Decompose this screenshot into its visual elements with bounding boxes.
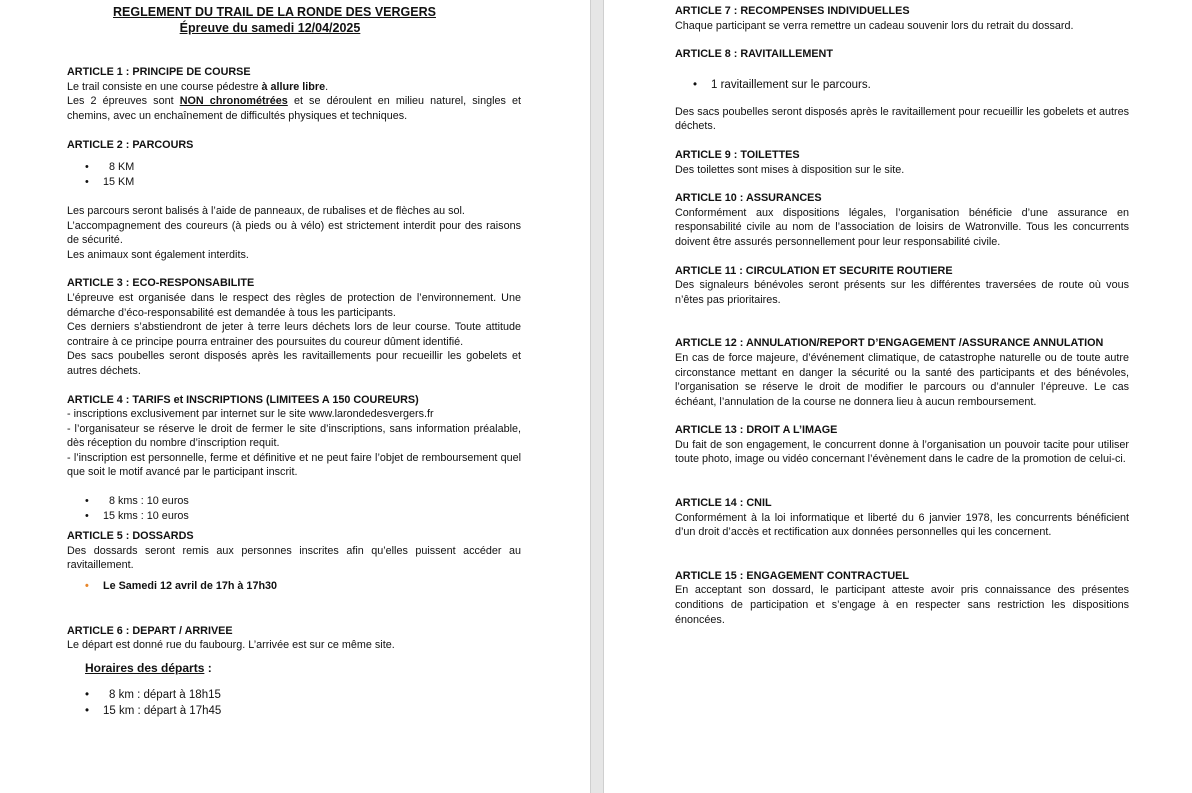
list-item-text: 15 KM [103, 175, 135, 188]
article-2-list [67, 160, 521, 190]
list-item-text: Le Samedi 12 avril de 17h à 17h30 [103, 579, 278, 592]
list-item [67, 494, 521, 509]
list-item-text: 15 kms : 10 euros [103, 510, 189, 523]
article-13-title: ARTICLE 13 : DROIT A L’IMAGE [675, 424, 838, 437]
list-item [67, 175, 521, 190]
article-12-title: ARTICLE 12 : ANNULATION/REPORT D’ENGAGEMENT /ASSURANCE ANNULATION [675, 337, 1104, 350]
article-2-line-2: L’accompagnement des coureurs (à pieds ou à vélo) est strictement interdit pour des raisons de sécurité. [67, 219, 521, 247]
article-1 [67, 65, 521, 123]
article-13-line-1: Du fait de son engagement, le concurrent donne à l’organisation un pouvoir tacite pour utiliser toute photo, image ou vidéo concernant l’évènement dans le cadre de la promotion de celui-ci. [675, 438, 1129, 466]
article-5 [67, 529, 521, 594]
text-span: Les 2 épreuves sont [67, 95, 180, 108]
article-3 [67, 276, 521, 378]
article-2-title: ARTICLE 2 : PARCOURS [67, 139, 194, 152]
article-9 [675, 148, 1129, 177]
document-page-right [604, 0, 1192, 793]
document-page-left [0, 0, 590, 793]
document-subtitle: Épreuve du samedi 12/04/2025 [179, 21, 361, 35]
article-8-line-1: Des sacs poubelles seront disposés après le ravitaillement pour recueillir les gobelets et autres déchets. [675, 105, 1129, 133]
article-2-line-3: Les animaux sont également interdits. [67, 248, 249, 261]
article-14 [675, 496, 1129, 540]
article-7-title: ARTICLE 7 : RECOMPENSES INDIVIDUELLES [675, 5, 910, 17]
article-12-line-1: En cas de force majeure, d’événement climatique, de catastrophe naturelle ou de toute autre circonstance mettant en danger la sécurité ou la santé des participants et des bénévoles, l’organisation se réserve le droit de modifier le parcours ou d’annuler l’épreuve. Le cas échéant, l’annulation de la course ne donnera lieu à aucun remboursement. [675, 351, 1129, 408]
list-item-text: 8 kms : 10 euros [109, 495, 189, 508]
article-4 [67, 393, 521, 525]
article-1-line-2 [67, 94, 521, 123]
article-4-line-3: - l’inscription est personnelle, ferme et définitive et ne peut faire l’objet de remboursement quel que soit le motif avancé par le participant inscrit. [67, 451, 521, 479]
list-item [67, 579, 521, 594]
article-2-line-1: Les parcours seront balisés à l’aide de panneaux, de rubalises et de flèches au sol. [67, 204, 465, 217]
article-7 [675, 4, 1129, 33]
list-item-text: 15 km : départ à 17h45 [103, 704, 222, 717]
text-span: Le trail consiste en une course pédestre [67, 80, 262, 93]
article-4-line-2: - l’organisateur se réserve le droit de fermer le site d’inscriptions, sans information préalable, dès réception du nombre d’inscription requit. [67, 422, 521, 450]
article-5-line-1: Des dossards seront remis aux personnes inscrites afin qu’elles puissent accéder au ravitaillement. [67, 544, 521, 572]
article-15-line-1: En acceptant son dossard, le participant atteste avoir pris connaissance des présentes conditions de participation et s’engage à en respecter sans restriction les dispositions énoncées. [675, 584, 1129, 626]
article-15-title: ARTICLE 15 : ENGAGEMENT CONTRACTUEL [675, 569, 909, 582]
article-3-line-3: Des sacs poubelles seront disposés après les ravitaillements pour recueillir les gobelets et autres déchets. [67, 350, 521, 377]
article-8-title: ARTICLE 8 : RAVITAILLEMENT [675, 48, 833, 61]
article-8-list [675, 77, 1129, 93]
page-left-column [67, 4, 521, 719]
list-item [675, 77, 1129, 93]
list-item [67, 160, 521, 175]
article-5-list [67, 579, 521, 594]
article-10-line-1: Conformément aux dispositions légales, l’organisation bénéficie d’une assurance en responsabilité civile au nom de l’association de loisirs de Watronville. Tous les concurrents doivent être assurés personnellement pour leur responsabilité civile. [675, 206, 1129, 248]
article-12 [675, 336, 1129, 409]
bold-span: à allure libre [261, 80, 326, 93]
list-item [67, 687, 521, 703]
list-item-text: 8 KM [109, 160, 135, 173]
list-item [67, 703, 521, 719]
article-14-line-1: Conformément à la loi informatique et liberté du 6 janvier 1978, les concurrents bénéficient d’un droit d’accès et rectification aux données personnelles qui les concernent. [675, 511, 1129, 539]
article-2 [67, 138, 521, 262]
list-item-text: 1 ravitaillement sur le parcours. [711, 78, 871, 91]
article-6 [67, 624, 521, 719]
departures-heading-colon: : [204, 661, 212, 676]
article-3-title: ARTICLE 3 : ECO-RESPONSABILITE [67, 277, 255, 290]
article-13 [675, 423, 1129, 467]
article-1-line-1 [67, 80, 521, 95]
departures-heading-text: Horaires des départs [85, 661, 205, 676]
article-11 [675, 264, 1129, 308]
article-8 [675, 47, 1129, 134]
article-11-title: ARTICLE 11 : CIRCULATION ET SECURITE ROUTIERE [675, 264, 953, 277]
text-span: . [325, 80, 329, 93]
page-separator [590, 0, 604, 793]
article-3-line-2: Ces derniers s’abstiendront de jeter à terre leurs déchets lors de leur course. Toute attitude contraire à ce principe pourra entrainer des poursuites du coureur dûment identifié. [67, 321, 521, 348]
list-item [67, 509, 521, 524]
article-7-line-1: Chaque participant se verra remettre un cadeau souvenir lors du retrait du dossard. [675, 19, 1074, 32]
article-14-title: ARTICLE 14 : CNIL [675, 497, 772, 510]
article-6-line-1: Le départ est donné rue du faubourg. L’arrivée est sur ce même site. [67, 639, 395, 652]
article-11-line-1: Des signaleurs bénévoles seront présents sur les différentes traversées de route où vous n’êtes pas prioritaires. [675, 279, 1129, 306]
article-15 [675, 569, 1129, 627]
article-10 [675, 191, 1129, 249]
article-4-title: ARTICLE 4 : TARIFS et INSCRIPTIONS (LIMITEES A 150 COUREURS) [67, 393, 419, 406]
article-1-title: ARTICLE 1 : PRINCIPE DE COURSE [67, 66, 251, 78]
article-5-title: ARTICLE 5 : DOSSARDS [67, 530, 194, 543]
article-6-title: ARTICLE 6 : DEPART / ARRIVEE [67, 624, 233, 637]
bold-underline-span: NON chronométrées [179, 95, 288, 108]
article-4-list [67, 494, 521, 524]
article-10-title: ARTICLE 10 : ASSURANCES [675, 192, 822, 205]
article-9-title: ARTICLE 9 : TOILETTES [675, 148, 800, 161]
departures-heading [67, 661, 521, 677]
article-4-line-1: - inscriptions exclusivement par internet sur le site www.larondedesvergers.fr [67, 408, 434, 421]
article-6-list [67, 687, 521, 719]
document-title: REGLEMENT DU TRAIL DE LA RONDE DES VERGERS [113, 5, 436, 19]
list-item-text: 8 km : départ à 18h15 [109, 688, 221, 701]
page-right-column [675, 4, 1129, 627]
text-span: et se déroulent en milieu naturel, singles et chemins, avec un enchaînement de difficultés physiques et techniques. [67, 95, 522, 122]
article-3-line-1: L’épreuve est organisée dans le respect des règles de protection de l’environnement. Une démarche d’éco-responsabilité est demandée à tous les participants. [67, 291, 521, 319]
article-9-line-1: Des toilettes sont mises à disposition sur le site. [675, 163, 905, 176]
